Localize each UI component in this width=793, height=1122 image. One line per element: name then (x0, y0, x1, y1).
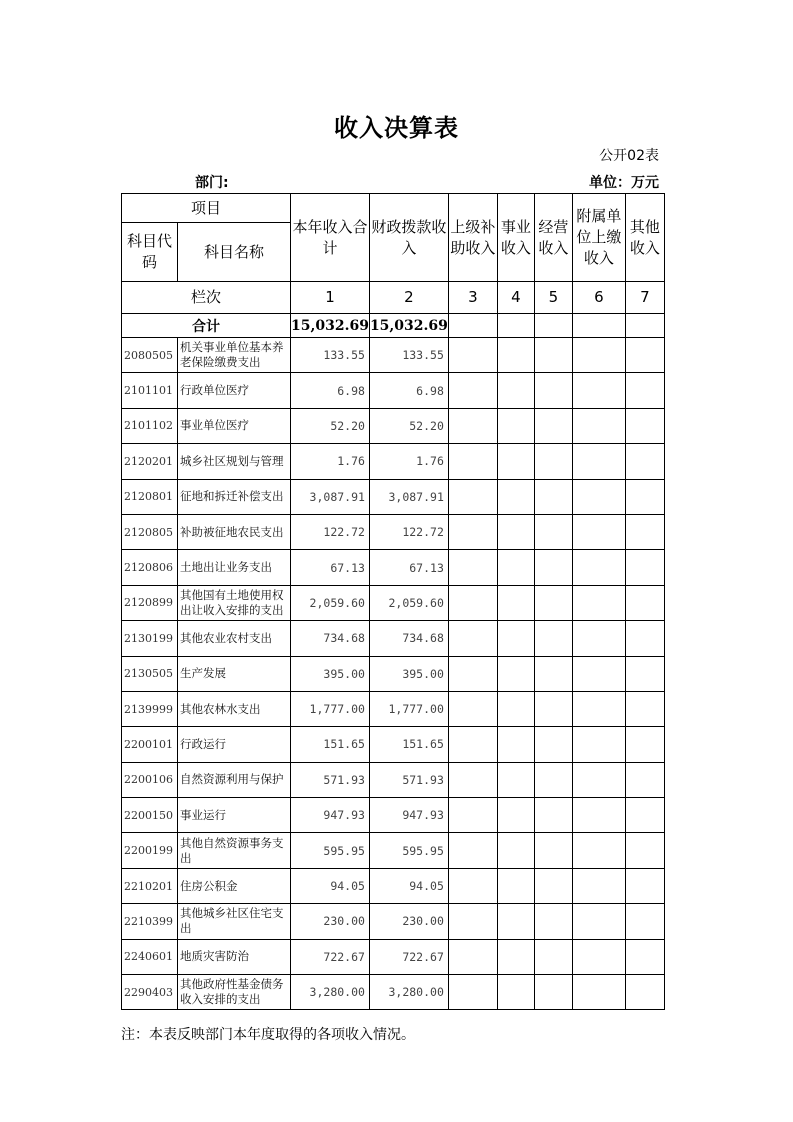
footnote: 注：本表反映部门本年度取得的各项收入情况。 (121, 1027, 415, 1043)
other-income-cell (625, 798, 664, 833)
superior-subsidy-cell (448, 585, 497, 620)
subject-name: 其他城乡社区住宅支出 (178, 904, 291, 939)
subject-code: 2200150 (122, 798, 178, 833)
table-row (122, 338, 665, 373)
affiliated-remit-cell (572, 691, 625, 726)
department-label: 部门: (195, 175, 229, 191)
total-income-cell: 67.13 (291, 550, 370, 585)
total-income-cell: 734.68 (291, 621, 370, 656)
operating-income-cell (534, 373, 572, 408)
other-income-cell (625, 514, 664, 549)
superior-subsidy-cell (448, 691, 497, 726)
other-income-cell (625, 904, 664, 939)
subject-name: 自然资源利用与保护 (178, 762, 291, 797)
income-statement-table (121, 193, 665, 1010)
subject-code: 2120201 (122, 444, 178, 479)
superior-subsidy-cell (448, 514, 497, 549)
other-income-cell (625, 408, 664, 443)
fiscal-allocation-cell: 1.76 (369, 444, 448, 479)
operating-income-cell (534, 514, 572, 549)
superior-subsidy-cell (448, 479, 497, 514)
subject-code: 2130199 (122, 621, 178, 656)
total-income-cell: 1.76 (291, 444, 370, 479)
other-income-cell (625, 975, 664, 1010)
business-income-cell (497, 833, 534, 868)
operating-income-cell (534, 444, 572, 479)
fiscal-allocation-cell: 734.68 (369, 621, 448, 656)
total-fiscal-value: 15,032.69 (369, 314, 448, 338)
subject-code: 2120805 (122, 514, 178, 549)
business-income-cell (497, 444, 534, 479)
operating-income-cell (534, 798, 572, 833)
superior-subsidy-cell (448, 904, 497, 939)
affiliated-remit-cell (572, 727, 625, 762)
business-income-cell (497, 585, 534, 620)
other-income-cell (625, 656, 664, 691)
subject-name: 住房公积金 (178, 868, 291, 903)
subject-code: 2210399 (122, 904, 178, 939)
other-income-cell (625, 868, 664, 903)
subject-name: 行政运行 (178, 727, 291, 762)
affiliated-remit-cell (572, 833, 625, 868)
affiliated-remit-cell (572, 939, 625, 974)
col-header-affiliated-remit: 附属单位上缴收入 (572, 194, 625, 282)
affiliated-remit-cell (572, 408, 625, 443)
table-row (122, 621, 665, 656)
other-income-cell (625, 727, 664, 762)
affiliated-remit-cell (572, 975, 625, 1010)
other-income-cell (625, 338, 664, 373)
table-row (122, 798, 665, 833)
business-income-cell (497, 514, 534, 549)
total-income-cell: 3,087.91 (291, 479, 370, 514)
subject-code: 2200101 (122, 727, 178, 762)
subject-code: 2120806 (122, 550, 178, 585)
other-income-cell (625, 373, 664, 408)
subject-code: 2130505 (122, 656, 178, 691)
total-income-cell: 722.67 (291, 939, 370, 974)
subject-code: 2120801 (122, 479, 178, 514)
page-title: 收入决算表 (334, 114, 459, 142)
subject-code: 2290403 (122, 975, 178, 1010)
total-income-value: 15,032.69 (291, 314, 370, 338)
table-row (122, 975, 665, 1010)
total-income-cell: 571.93 (291, 762, 370, 797)
total-income-cell: 1,777.00 (291, 691, 370, 726)
affiliated-remit-cell (572, 868, 625, 903)
table-row (122, 585, 665, 620)
fiscal-allocation-cell: 571.93 (369, 762, 448, 797)
subject-name: 其他自然资源事务支出 (178, 833, 291, 868)
fiscal-allocation-cell: 3,280.00 (369, 975, 448, 1010)
table-row (122, 833, 665, 868)
superior-subsidy-cell (448, 727, 497, 762)
column-number-4: 4 (497, 282, 534, 314)
subject-code: 2139999 (122, 691, 178, 726)
affiliated-remit-cell (572, 585, 625, 620)
affiliated-remit-cell (572, 479, 625, 514)
affiliated-remit-cell (572, 514, 625, 549)
fiscal-allocation-cell: 595.95 (369, 833, 448, 868)
col-header-code: 科目代码 (122, 223, 178, 282)
superior-subsidy-cell (448, 621, 497, 656)
affiliated-remit-cell (572, 656, 625, 691)
column-number-7: 7 (625, 282, 664, 314)
operating-income-cell (534, 833, 572, 868)
total-cell-5 (534, 314, 572, 338)
col-header-fiscal-allocation: 财政拨款收入 (369, 194, 448, 282)
total-income-cell: 6.98 (291, 373, 370, 408)
superior-subsidy-cell (448, 762, 497, 797)
header-row-1 (122, 194, 665, 223)
column-number-5: 5 (534, 282, 572, 314)
business-income-cell (497, 621, 534, 656)
total-income-cell: 947.93 (291, 798, 370, 833)
subject-name: 其他政府性基金债务收入安排的支出 (178, 975, 291, 1010)
affiliated-remit-cell (572, 904, 625, 939)
fiscal-allocation-cell: 67.13 (369, 550, 448, 585)
business-income-cell (497, 656, 534, 691)
subject-name: 事业单位医疗 (178, 408, 291, 443)
affiliated-remit-cell (572, 338, 625, 373)
table-row (122, 444, 665, 479)
subject-code: 2120899 (122, 585, 178, 620)
total-income-cell: 2,059.60 (291, 585, 370, 620)
superior-subsidy-cell (448, 798, 497, 833)
subject-name: 其他农林水支出 (178, 691, 291, 726)
table-row (122, 868, 665, 903)
table-row (122, 727, 665, 762)
total-cell-6 (572, 314, 625, 338)
total-income-cell: 3,280.00 (291, 975, 370, 1010)
superior-subsidy-cell (448, 408, 497, 443)
fiscal-allocation-cell: 151.65 (369, 727, 448, 762)
other-income-cell (625, 833, 664, 868)
business-income-cell (497, 798, 534, 833)
superior-subsidy-cell (448, 868, 497, 903)
table-row (122, 691, 665, 726)
superior-subsidy-cell (448, 833, 497, 868)
column-number-label: 栏次 (122, 282, 291, 314)
total-cell-4 (497, 314, 534, 338)
business-income-cell (497, 904, 534, 939)
total-cell-7 (625, 314, 664, 338)
subject-name: 行政单位医疗 (178, 373, 291, 408)
affiliated-remit-cell (572, 373, 625, 408)
superior-subsidy-cell (448, 444, 497, 479)
affiliated-remit-cell (572, 762, 625, 797)
superior-subsidy-cell (448, 338, 497, 373)
column-number-6: 6 (572, 282, 625, 314)
business-income-cell (497, 939, 534, 974)
business-income-cell (497, 550, 534, 585)
superior-subsidy-cell (448, 656, 497, 691)
subject-code: 2240601 (122, 939, 178, 974)
fiscal-allocation-cell: 94.05 (369, 868, 448, 903)
total-row (122, 314, 665, 338)
table-row (122, 904, 665, 939)
other-income-cell (625, 939, 664, 974)
total-cell-3 (448, 314, 497, 338)
fiscal-allocation-cell: 133.55 (369, 338, 448, 373)
business-income-cell (497, 338, 534, 373)
column-number-2: 2 (369, 282, 448, 314)
col-header-superior-subsidy: 上级补助收入 (448, 194, 497, 282)
column-number-1: 1 (291, 282, 370, 314)
col-header-item: 项目 (122, 194, 291, 223)
business-income-cell (497, 408, 534, 443)
superior-subsidy-cell (448, 975, 497, 1010)
subject-code: 2101102 (122, 408, 178, 443)
operating-income-cell (534, 939, 572, 974)
total-income-cell: 151.65 (291, 727, 370, 762)
table-row (122, 939, 665, 974)
superior-subsidy-cell (448, 939, 497, 974)
col-header-operating-income: 经营收入 (534, 194, 572, 282)
col-header-name: 科目名称 (178, 223, 291, 282)
col-header-total-income: 本年收入合计 (291, 194, 370, 282)
subject-name: 其他国有土地使用权出让收入安排的支出 (178, 585, 291, 620)
superior-subsidy-cell (448, 550, 497, 585)
subject-code: 2080505 (122, 338, 178, 373)
total-income-cell: 395.00 (291, 656, 370, 691)
superior-subsidy-cell (448, 373, 497, 408)
table-row (122, 373, 665, 408)
affiliated-remit-cell (572, 444, 625, 479)
table-row (122, 550, 665, 585)
business-income-cell (497, 975, 534, 1010)
subject-name: 生产发展 (178, 656, 291, 691)
other-income-cell (625, 691, 664, 726)
table-row (122, 762, 665, 797)
fiscal-allocation-cell: 52.20 (369, 408, 448, 443)
subject-name: 城乡社区规划与管理 (178, 444, 291, 479)
subject-code: 2210201 (122, 868, 178, 903)
table-row (122, 479, 665, 514)
table-row (122, 656, 665, 691)
subject-name: 补助被征地农民支出 (178, 514, 291, 549)
business-income-cell (497, 373, 534, 408)
business-income-cell (497, 868, 534, 903)
subject-name: 其他农业农村支出 (178, 621, 291, 656)
operating-income-cell (534, 338, 572, 373)
subject-code: 2200106 (122, 762, 178, 797)
other-income-cell (625, 444, 664, 479)
other-income-cell (625, 621, 664, 656)
total-income-cell: 122.72 (291, 514, 370, 549)
total-income-cell: 52.20 (291, 408, 370, 443)
fiscal-allocation-cell: 230.00 (369, 904, 448, 939)
other-income-cell (625, 550, 664, 585)
subject-name: 征地和拆迁补偿支出 (178, 479, 291, 514)
fiscal-allocation-cell: 6.98 (369, 373, 448, 408)
col-header-other-income: 其他收入 (625, 194, 664, 282)
subject-name: 土地出让业务支出 (178, 550, 291, 585)
affiliated-remit-cell (572, 798, 625, 833)
table-row (122, 514, 665, 549)
subject-name: 地质灾害防治 (178, 939, 291, 974)
operating-income-cell (534, 691, 572, 726)
affiliated-remit-cell (572, 550, 625, 585)
operating-income-cell (534, 975, 572, 1010)
operating-income-cell (534, 621, 572, 656)
subject-name: 事业运行 (178, 798, 291, 833)
subject-code: 2200199 (122, 833, 178, 868)
total-income-cell: 595.95 (291, 833, 370, 868)
business-income-cell (497, 691, 534, 726)
total-income-cell: 94.05 (291, 868, 370, 903)
form-number: 公开02表 (599, 148, 659, 164)
operating-income-cell (534, 479, 572, 514)
operating-income-cell (534, 868, 572, 903)
fiscal-allocation-cell: 1,777.00 (369, 691, 448, 726)
fiscal-allocation-cell: 3,087.91 (369, 479, 448, 514)
business-income-cell (497, 479, 534, 514)
column-number-3: 3 (448, 282, 497, 314)
unit-label: 单位：万元 (589, 175, 659, 191)
col-header-business-income: 事业收入 (497, 194, 534, 282)
total-label: 合计 (122, 314, 291, 338)
subject-code: 2101101 (122, 373, 178, 408)
fiscal-allocation-cell: 122.72 (369, 514, 448, 549)
other-income-cell (625, 479, 664, 514)
operating-income-cell (534, 904, 572, 939)
fiscal-allocation-cell: 395.00 (369, 656, 448, 691)
operating-income-cell (534, 585, 572, 620)
subject-name: 机关事业单位基本养老保险缴费支出 (178, 338, 291, 373)
fiscal-allocation-cell: 722.67 (369, 939, 448, 974)
operating-income-cell (534, 762, 572, 797)
fiscal-allocation-cell: 2,059.60 (369, 585, 448, 620)
operating-income-cell (534, 656, 572, 691)
total-income-cell: 133.55 (291, 338, 370, 373)
operating-income-cell (534, 408, 572, 443)
business-income-cell (497, 727, 534, 762)
operating-income-cell (534, 727, 572, 762)
other-income-cell (625, 762, 664, 797)
fiscal-allocation-cell: 947.93 (369, 798, 448, 833)
other-income-cell (625, 585, 664, 620)
table-row (122, 408, 665, 443)
total-income-cell: 230.00 (291, 904, 370, 939)
business-income-cell (497, 762, 534, 797)
affiliated-remit-cell (572, 621, 625, 656)
operating-income-cell (534, 550, 572, 585)
column-number-row (122, 282, 665, 314)
